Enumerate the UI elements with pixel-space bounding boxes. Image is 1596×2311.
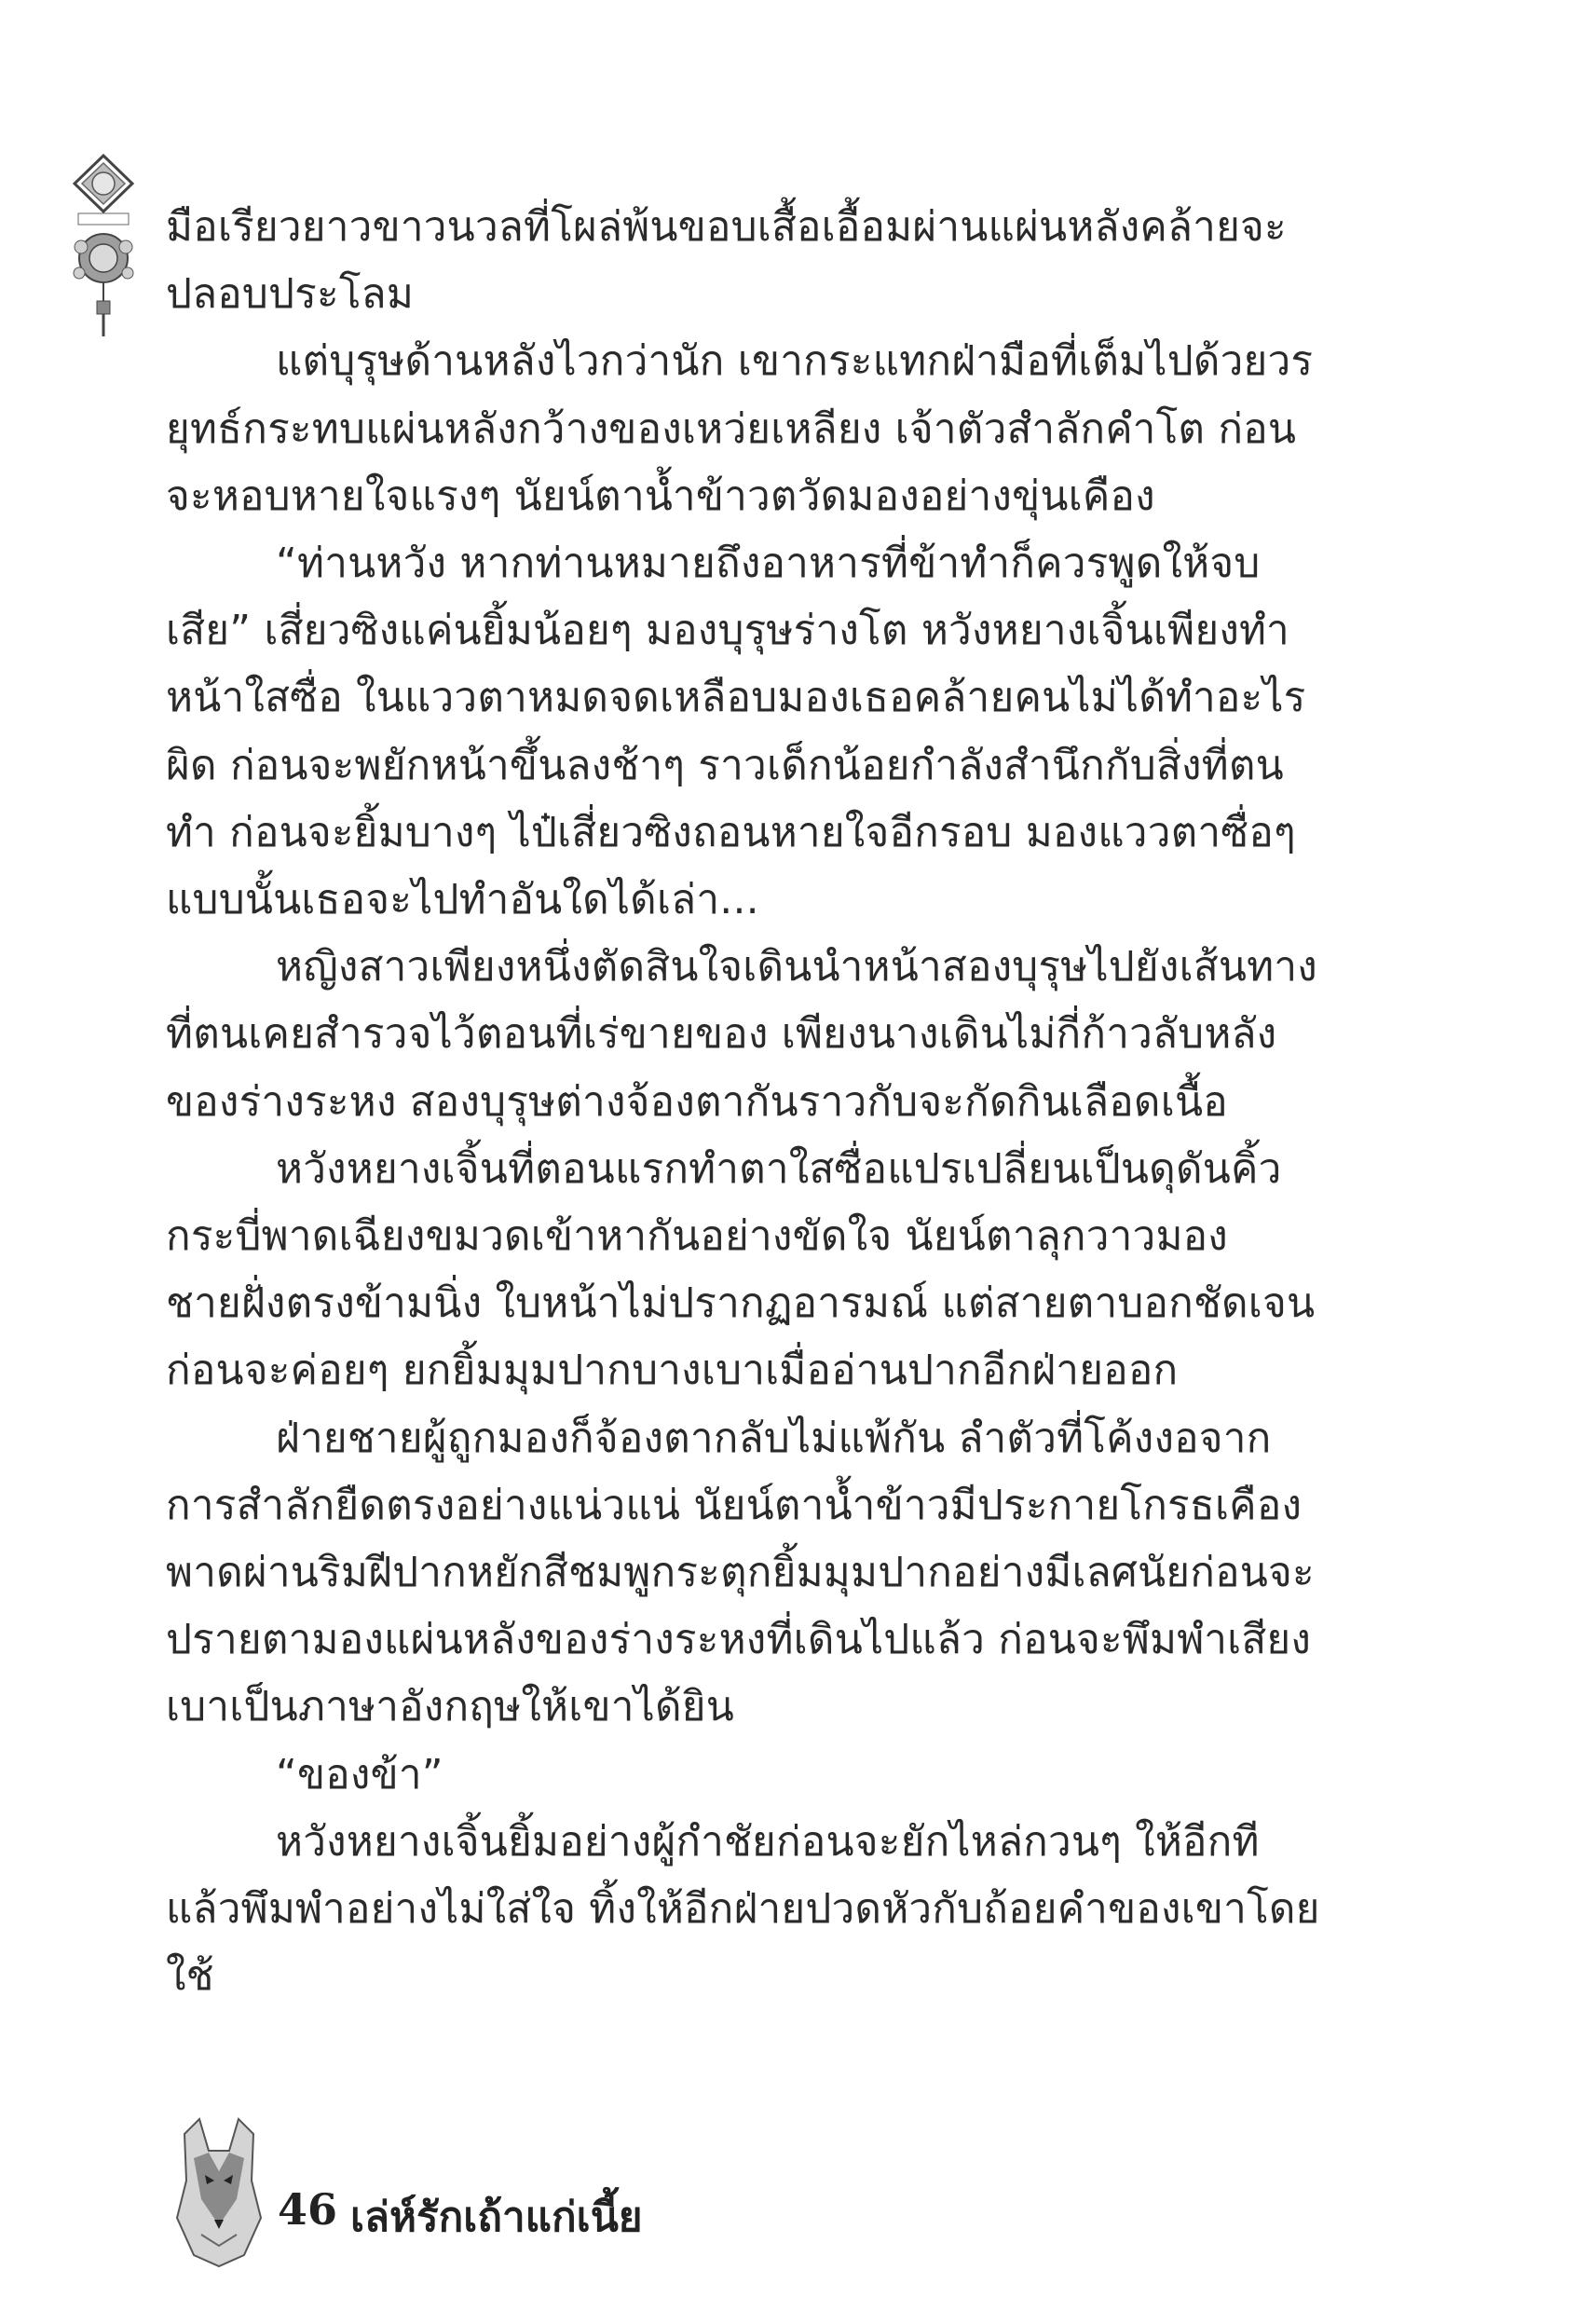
paragraph-8: หวังหยางเจิ้นยิ้มอย่างผู้กำชัยก่อนจะยักไหล่กวนๆ ให้อีกที แล้วพึมพำอย่างไม่ใส่ใจ ทิ้งให้อีกฝ่ายปวดหัวกับถ้อยคำของเขาโดยใช้ [166,1817,1320,2001]
page-footer [168,2115,820,2274]
paragraph-2: แต่บุรุษด้านหลังไวกว่านัก เขากระแทกฝ่ามือที่เต็มไปด้วยวรยุทธ์กระทบแผ่นหลังกว้างของเหว่ยเหลียง เจ้าตัวสำลักคำโต ก่อนจะหอบหายใจแรงๆ นัยน์ตาน้ำข้าวตวัดมองอย่างขุ่นเคือง [166,337,1314,520]
book-title: เล่ห์รักเถ้าแก่เนี้ย [350,2194,643,2241]
paragraph-6: ฝ่ายชายผู้ถูกมองก็จ้องตากลับไม่แพ้กัน ลำตัวที่โค้งงอจากการสำลักยืดตรงอย่างแน่วแน่ นัยน์ตาน้ำข้าวมีประกายโกรธเคืองพาดผ่านริมฝีปากหยักสีชมพูกระตุกยิ้มมุมปากอย่างมีเลศนัยก่อนจะปรายตามองแผ่นหลังของร่างระหงที่เดินไปแล้ว ก่อนจะพึมพำเสียงเบาเป็นภาษาอังกฤษให้เขาได้ยิน [166,1414,1315,1731]
paragraph-7: “ของข้า” [276,1750,443,1798]
body-text [166,194,1321,2010]
paragraph-4: หญิงสาวเพียงหนึ่งตัดสินใจเดินนำหน้าสองบุรุษไปยังเส้นทางที่ตนเคยสำรวจไว้ตอนที่เร่ขายของ เพียงนางเดินไม่กี่ก้าวลับหลังของร่างระหง สองบุรุษต่างจ้องตากันราวกับจะกัดกินเลือดเนื้อ [166,943,1317,1126]
ornament-emblem-icon [65,154,142,340]
paragraph-5: หวังหยางเจิ้นที่ตอนแรกทำตาใสซื่อแปรเปลี่ยนเป็นดุดันคิ้วกระบี่พาดเฉียงขมวดเข้าหากันอย่างขัดใจ นัยน์ตาลุกวาวมองชายฝั่งตรงข้ามนิ่ง ใบหน้าไม่ปรากฏอารมณ์ แต่สายตาบอกชัดเจน ก่อนจะค่อยๆ ยกยิ้มมุมปากบางเบาเมื่ออ่านปากอีกฝ่ายออก [166,1144,1316,1395]
paragraph-1: มือเรียวยาวขาวนวลที่โผล่พ้นขอบเสื้อเอื้อมผ่านแผ่นหลังคล้ายจะปลอบประโลม [166,203,1287,319]
paragraph-3: “ท่านหวัง หากท่านหมายถึงอาหารที่ข้าทำก็ควรพูดให้จบเสีย” เสี่ยวซิงแค่นยิ้มน้อยๆ มองบุรุษร่างโต หวังหยางเจิ้นเพียงทำหน้าใสซื่อ ในแววตาหมดจดเหลือบมองเธอคล้ายคนไม่ได้ทำอะไรผิด ก่อนจะพยักหน้าขึ้นลงช้าๆ ราวเด็กน้อยกำลังสำนึกกับสิ่งที่ตนทำ ก่อนจะยิ้มบางๆ ไป๋เสี่ยวซิงถอนหายใจอีกรอบ มองแววตาซื่อๆ แบบนั้นเธอจะไปทำอันใดได้เล่า... [166,540,1306,924]
wolf-illustration-icon [168,2115,270,2269]
page-number: 46 [278,2184,338,2235]
